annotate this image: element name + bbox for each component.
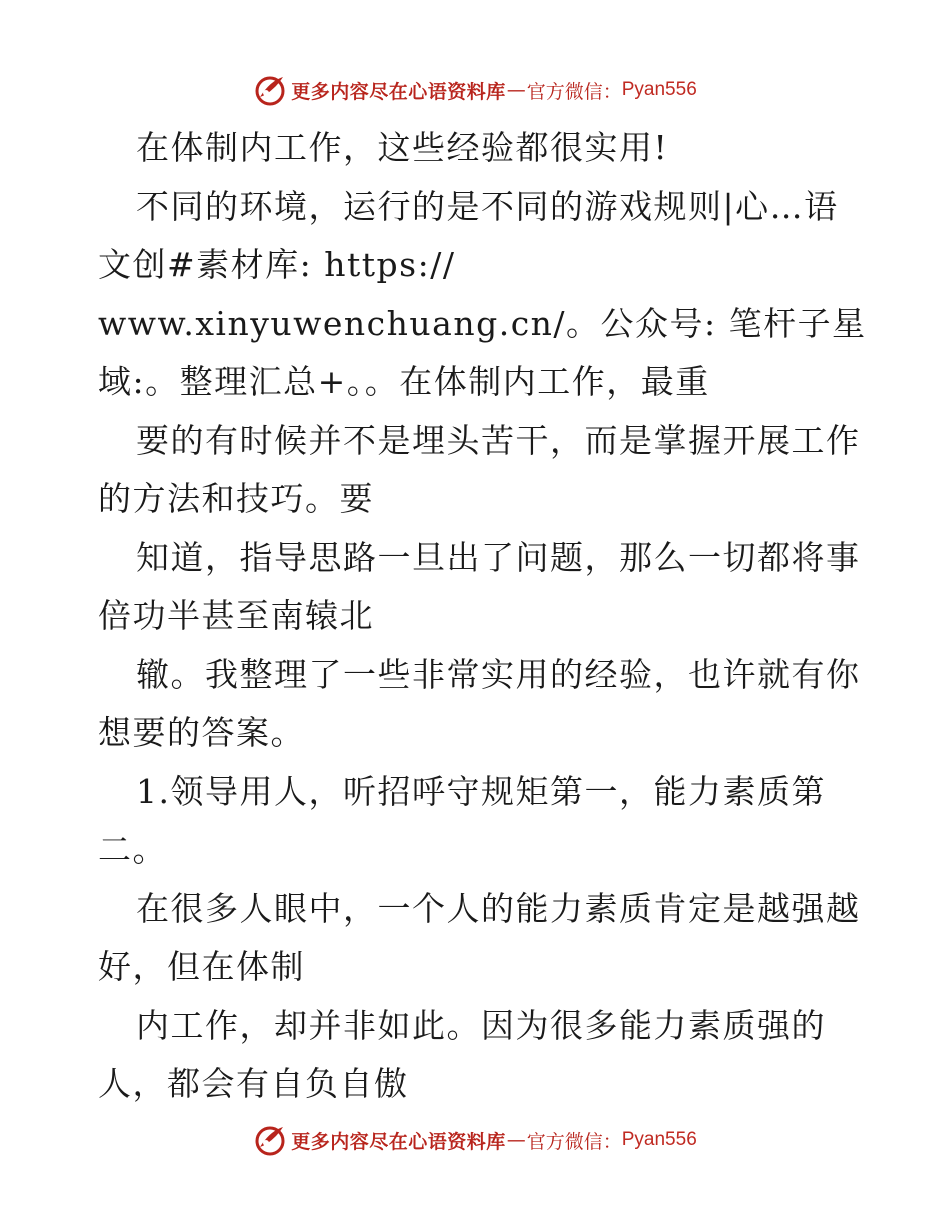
paragraph-line: 想要的答案。 [98, 713, 305, 752]
paragraph-line: 不同的环境，运行的是不同的游戏规则|心…语 [136, 186, 839, 226]
header-site-name: 更多内容尽在心语资料库 [291, 80, 506, 103]
header-wechat-id: Pyan556 [621, 79, 697, 100]
title-line: 在体制内工作，这些经验都很实用! [136, 128, 669, 167]
footer-site-name: 更多内容尽在心语资料库 [291, 1130, 506, 1153]
paragraph-line: www.xinyuwenchuang.cn/。公众号: 笔杆子星 [98, 303, 867, 343]
paragraph-line: 辙。我整理了一些非常实用的经验，也许就有你 [136, 654, 861, 694]
paragraph-line: 要的有时候并不是埋头苦干，而是掌握开展工作 [136, 420, 861, 460]
paragraph-line: 域:。整理汇总+。。在体制内工作，最重 [98, 362, 710, 401]
footer-wechat-label: 官方微信： [526, 1130, 622, 1153]
paragraph-line: 人，都会有自负自傲 [98, 1064, 409, 1103]
footer-wechat-id: Pyan556 [621, 1129, 697, 1150]
paragraph-line: 的方法和技巧。要 [98, 479, 374, 518]
paragraph-line: 倍功半甚至南辕北 [98, 596, 374, 635]
section-heading-line: 1.领导用人，听招呼守规矩第一，能力素质第 [136, 771, 826, 811]
header-banner [0, 70, 950, 110]
paragraph-line: 好，但在体制 [98, 947, 305, 986]
section-heading-line: 二。 [98, 830, 167, 869]
header-wechat-label: 官方微信： [526, 80, 622, 103]
paragraph-line: 知道，指导思路一旦出了问题，那么一切都将事 [136, 537, 861, 577]
quill-swirl-logo-icon [253, 73, 287, 107]
paragraph-line: 文创#素材库: https:// [98, 245, 456, 284]
footer-dash: — [506, 1129, 526, 1151]
document-body [98, 119, 867, 1114]
paragraph-line: 内工作，却并非如此。因为很多能力素质强的 [136, 1005, 826, 1045]
quill-swirl-logo-icon [253, 1123, 287, 1157]
header-dash: — [506, 79, 526, 101]
paragraph-line: 在很多人眼中，一个人的能力素质肯定是越强越 [136, 888, 861, 928]
footer-banner [0, 1120, 950, 1160]
